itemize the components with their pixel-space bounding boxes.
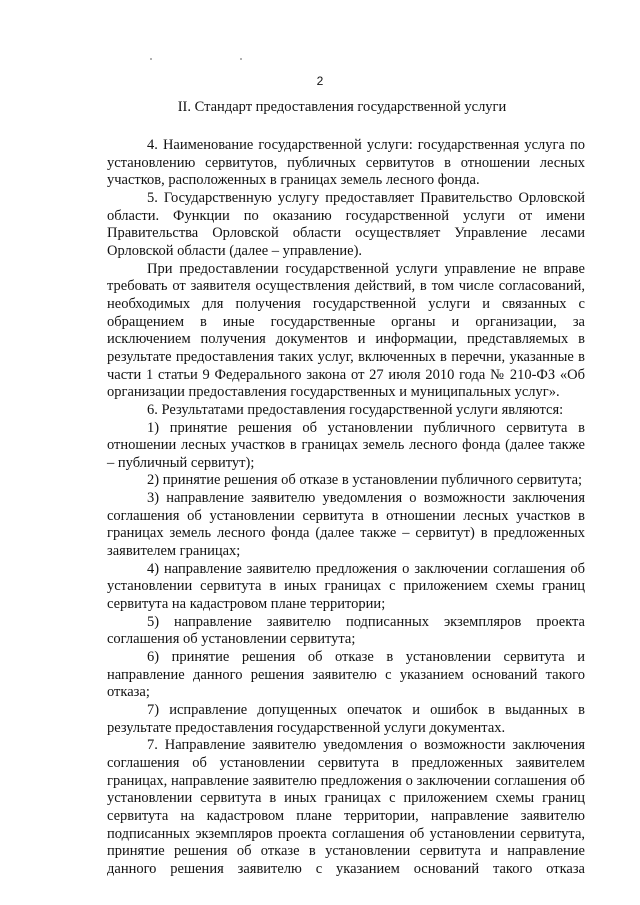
scan-speck [150,58,152,60]
result-item-7: 7) исправление допущенных опечаток и ошибок в выданных в результате предоставления государственной услуги документах. [107,702,585,736]
paragraph-6-results-heading: 6. Результатами предоставления государственной услуги являются: [147,401,564,418]
result-item-6: 6) принятие решения об отказе в установлении сервитута и направление данного решения заявителю с указанием оснований такого отказа; [107,649,585,701]
paragraph-4-service-name: 4. Наименование государственной услуги: государственная услуга по установлению сервитутов, публичных сервитутов в отношении лесных участков, расположенных в границах земель лесного фонда. [107,137,585,189]
result-item-5: 5) направление заявителю подписанных экземпляров проекта соглашения об установлении сервитута; [107,613,585,648]
paragraph-restrictions: При предоставлении государственной услуги управление не вправе требовать от заявителя осуществления действий, в том числе согласований, необходимых для получения государственной услуги и связанных с обращением в иные государственные органы и организации, за исключением получения документов и информации, представляемых в результате предоставления таких услуг, включенных в перечни, указанные в части 1 статьи 9 Федерального закона от 27 июля 2010 года № 210-ФЗ «Об организации предоставления государственных и муниципальных услуг». [107,260,585,401]
section-title: II. Стандарт предоставления государственной услуги [177,99,507,115]
result-item-1: 1) принятие решения об установлении публичного сервитута в отношении лесных участков в границах земель лесного фонда (далее также – публичный сервитут); [107,419,585,471]
result-item-4: 4) направление заявителю предложения о заключении соглашения об установлении сервитута в иных границах с приложением схемы границ сервитута на кадастровом плане территории; [107,560,585,613]
paragraph-7-deadlines: 7. Направление заявителю уведомления о возможности заключения соглашения об установлении сервитута в предложенных заявителем границах, направление заявителю предложения о заключении соглашения об установлении сервитута в иных границах с приложением схемы границ сервитута на кадастровом плане территории, направление заявителю подписанных экземпляров проекта соглашения об установлении сервитута, принятие решения об отказе в установлении сервитута и направление данного решения заявителю с указанием оснований такого отказа [107,737,585,877]
result-item-3: 3) направление заявителю уведомления о возможности заключения соглашения об установлении сервитута в отношении лесных участков в границах земель лесного фонда (далее также – сервитут) в предложенных заявителем границах; [107,490,585,560]
page-number: 2 [316,74,324,88]
paragraph-5-service-provider: 5. Государственную услугу предоставляет Правительство Орловской области. Функции по оказанию государственной услуги от имени Правительства Орловской области осуществляет Управление лесами Орловской области (далее – управление). [107,189,585,259]
document-body [107,137,585,879]
scan-speck [240,58,242,60]
result-item-2: 2) принятие решения об отказе в установлении публичного сервитута; [147,472,583,489]
